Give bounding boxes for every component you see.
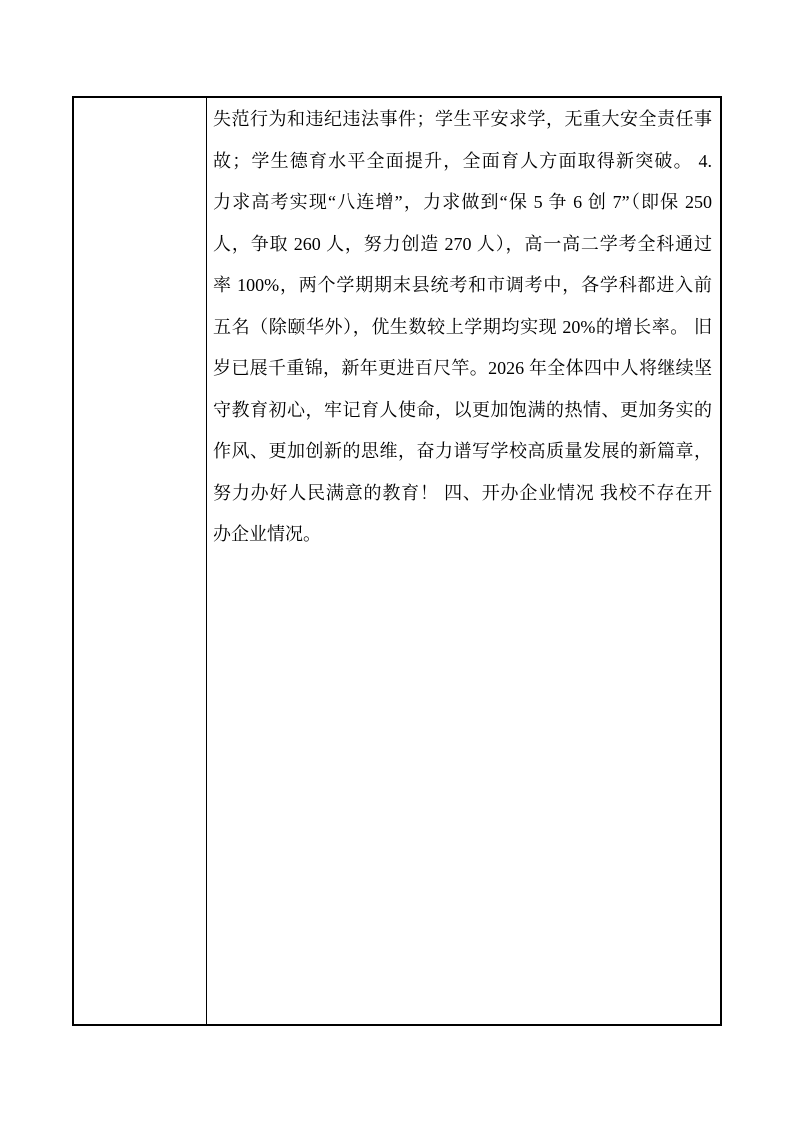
report-table <box>72 96 722 1026</box>
table-label-cell <box>74 98 207 1024</box>
text-line: 力求高考实现“八连增”，力求做到“保 5 争 6 创 7”（即保 250 <box>213 192 712 212</box>
text-line: 故；学生德育水平全面提升，全面育人方面取得新突破。 4. <box>213 150 712 171</box>
text-line: 办企业情况。 <box>213 524 321 544</box>
text-line: 岁已展千重锦，新年更进百尺竿。2026 年全体四中人将继续坚 <box>213 358 712 378</box>
text-line: 失范行为和违纪违法事件；学生平安求学，无重大安全责任事 <box>213 109 712 129</box>
text-line: 守教育初心，牢记育人使命，以更加饱满的热情、更加务实的 <box>213 399 712 420</box>
text-line: 人，争取 260 人，努力创造 270 人），高一高二学考全科通过 <box>213 233 712 254</box>
text-line: 率 100%，两个学期期末县统考和市调考中，各学科都进入前 <box>213 275 712 295</box>
text-line: 五名（除颐华外），优生数较上学期均实现 20%的增长率。 旧 <box>213 316 712 337</box>
text-line: 努力办好人民满意的教育！ 四、开办企业情况 我校不存在开 <box>213 482 712 503</box>
table-content-cell <box>207 98 720 1024</box>
text-line: 作风、更加创新的思维，奋力谱写学校高质量发展的新篇章， <box>213 441 712 461</box>
